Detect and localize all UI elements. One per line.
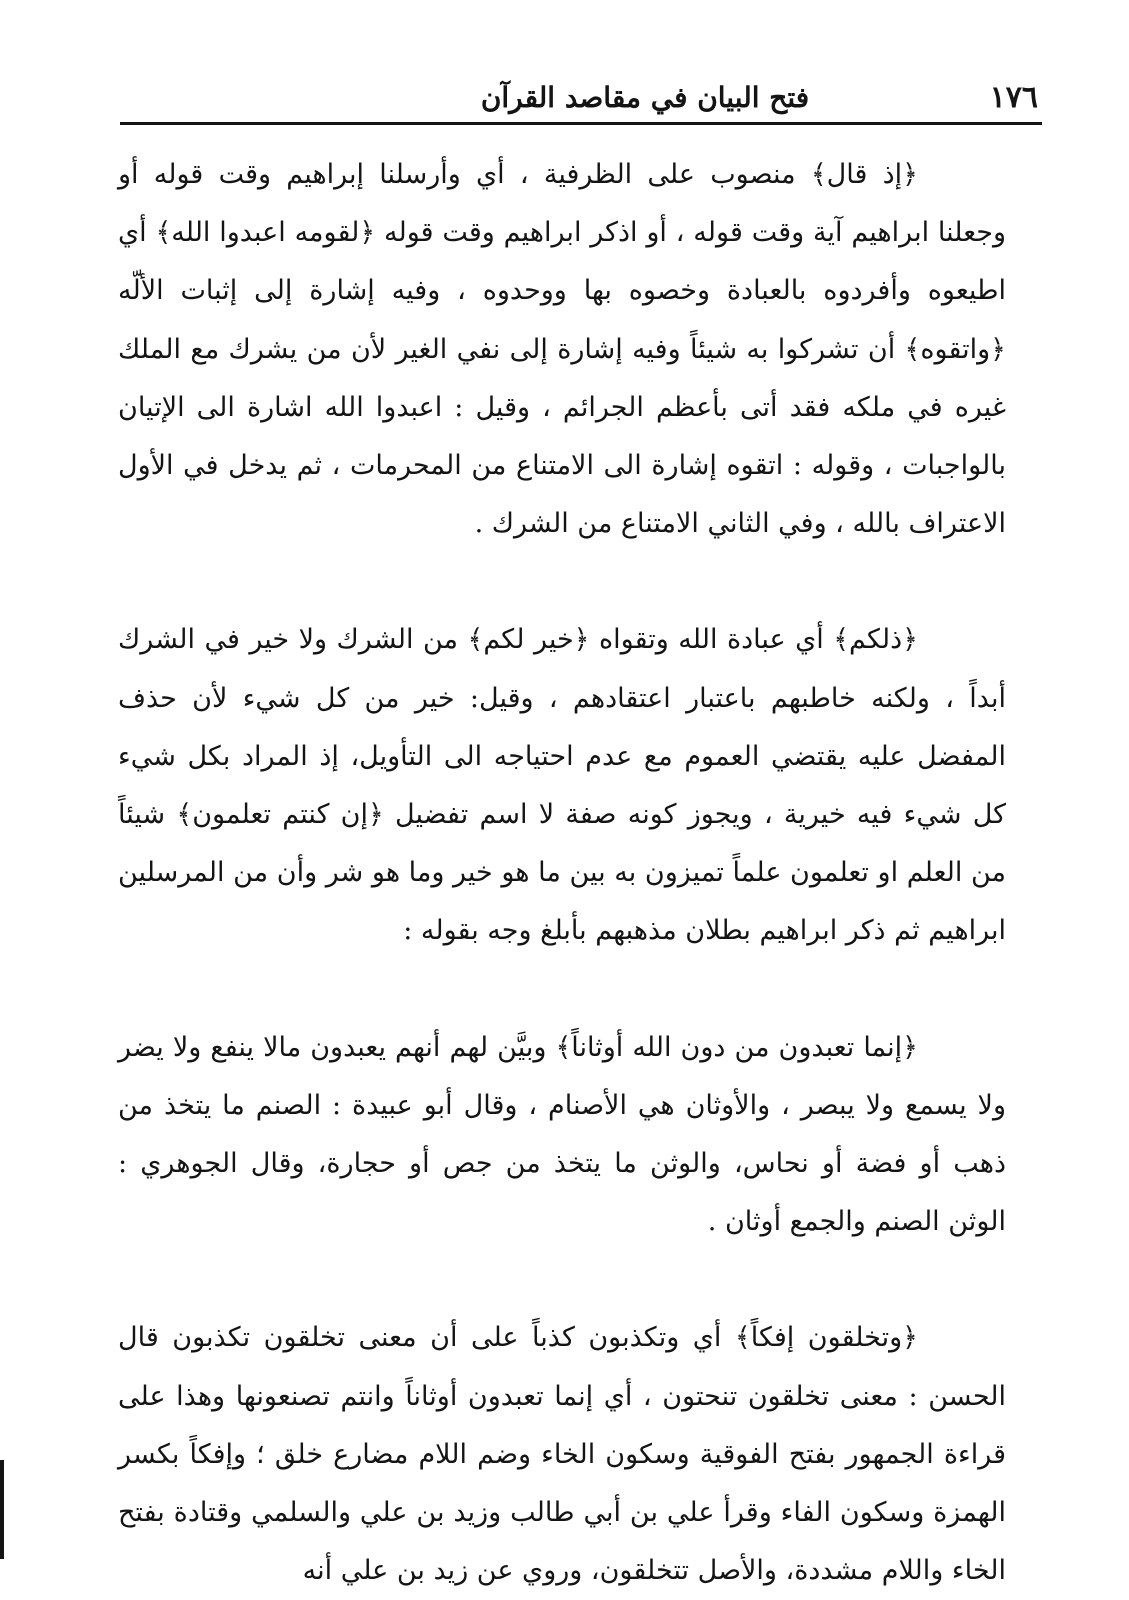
running-header [120, 72, 1040, 120]
paragraph-3: ﴿إنما تعبدون من دون الله أوثاناً﴾ وبيَّن لهم أنهم يعبدون مالا ينفع ولا يضر ولا يسمع ولا يبصر ، والأوثان هي الأصنام ، وقال أبو عبيدة : الصنم ما يتخذ من ذهب أو فضة أو نحاس، والوثن ما يتخذ من جص أو حجارة، وقال الجوهري : الوثن الصنم والجمع أوثان . [118, 1031, 1006, 1238]
book-title: فتح البيان في مقاصد القرآن [480, 81, 810, 114]
paragraph-4: ﴿وتخلقون إفكاً﴾ أي وتكذبون كذباً على أن معنى تخلقون تكذبون قال الحسن : معنى تخلقون تنحتون ، أي إنما تعبدون أوثاناً وانتم تصنعونها وهذا على قراءة الجمهور بفتح الفوقية وسكون الخاء وضم اللام مضارع خلق ؛ وإفكاً بكسر الهمزة وسكون الفاء وقرأ علي بن أبي طالب وزيد بن علي والسلمي وقتادة بفتح الخاء واللام مشددة، والأصل تتخلقون، وروي عن زيد بن علي أنه [118, 1322, 1006, 1587]
paragraph-gap [118, 961, 1006, 1019]
body-text [118, 146, 1006, 1600]
paragraph-1: ﴿إذ قال﴾ منصوب على الظرفية ، أي وأرسلنا إبراهيم وقت قوله أو وجعلنا ابراهيم آية وقت قوله ، أو اذكر ابراهيم وقت قوله ﴿لقومه اعبدوا الله﴾ أي اطيعوه وأفردوه بالعبادة وخصوه بها ووحدوه ، وفيه إشارة إلى إثبات الألّه ﴿واتقوه﴾ أن تشركوا به شيئاً وفيه إشارة إلى نفي الغير لأن من يشرك مع الملك غيره في ملكه فقد أتى بأعظم الجرائم ، وقيل : اعبدوا الله اشارة الى الإتيان بالواجبات ، وقوله : اتقوه إشارة الى الامتناع من المحرمات ، ثم يدخل في الأول الاعتراف بالله ، وفي الثاني الامتناع من الشرك . [118, 159, 1006, 540]
paragraph-2: ﴿ذلكم﴾ أي عبادة الله وتقواه ﴿خير لكم﴾ من الشرك ولا خير في الشرك أبداً ، ولكنه خاطبهم باعتبار اعتقادهم ، وقيل: خير من كل شيء لأن حذف المفضل عليه يقتضي العموم مع عدم احتياجه الى التأويل، إذ المراد بكل شيء كل شيء فيه خيرية ، ويجوز كونه صفة لا اسم تفضيل ﴿إن كنتم تعلمون﴾ شيئاً من العلم او تعلمون علماً تميزون به بين ما هو خير وما هو شر وأن من المرسلين ابراهيم ثم ذكر ابراهيم بطلان مذهبهم بأبلغ وجه بقوله : [118, 624, 1006, 947]
scan-edge-mark [0, 1460, 4, 1559]
paragraph-gap [118, 1251, 1006, 1309]
paragraph-gap [118, 553, 1006, 611]
header-rule [120, 122, 1042, 125]
page-number: ١٧٦ [989, 80, 1038, 115]
